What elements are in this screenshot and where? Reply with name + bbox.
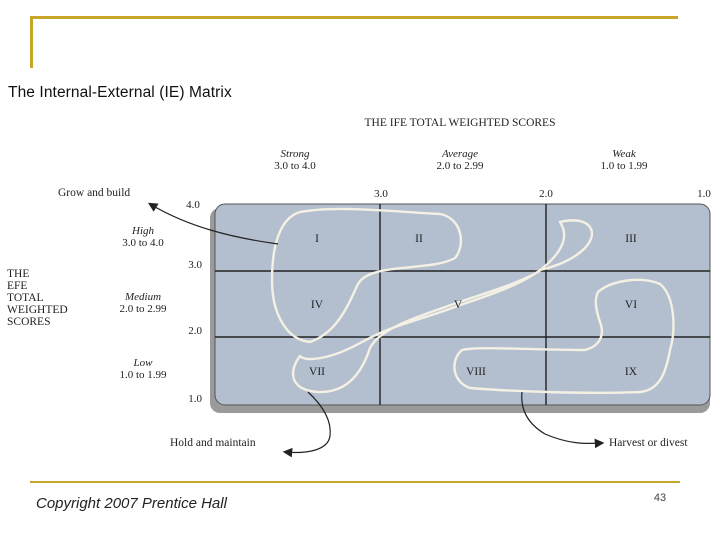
top-scale-1-0: 1.0	[697, 188, 711, 200]
left-scale-2-0: 2.0	[188, 325, 202, 337]
row-header-low	[103, 357, 183, 381]
column-name: Weak	[612, 148, 636, 160]
copyright-text: Copyright 2007 Prentice Hall	[36, 495, 227, 512]
top-scale-4-0: 4.0	[186, 199, 200, 211]
cell-iv-label: IV	[310, 299, 324, 311]
ife-header: THE IFE TOTAL WEIGHTED SCORES	[364, 117, 556, 129]
top-scale-2-0: 2.0	[539, 188, 553, 200]
efe-label-line: TOTAL	[7, 292, 44, 304]
efe-label-line: SCORES	[7, 316, 51, 328]
grow-build-label: Grow and build	[58, 187, 131, 199]
column-range: 2.0 to 2.99	[436, 160, 484, 172]
efe-label-line: EFE	[7, 280, 28, 292]
column-header-strong	[240, 148, 350, 172]
column-range: 1.0 to 1.99	[600, 160, 648, 172]
row-name: High	[132, 225, 154, 237]
cell-viii-label: VIII	[466, 366, 486, 378]
row-name: Low	[133, 357, 153, 369]
row-range: 3.0 to 4.0	[122, 237, 164, 249]
column-header-average	[405, 148, 515, 172]
efe-label-line: THE	[7, 268, 30, 280]
cell-i-label: I	[315, 233, 319, 245]
row-name: Medium	[124, 291, 162, 303]
left-scale-1-0: 1.0	[188, 393, 202, 405]
slide-title: The Internal-External (IE) Matrix	[8, 84, 232, 101]
row-range: 1.0 to 1.99	[119, 369, 167, 381]
cell-vii-label: VII	[309, 366, 325, 378]
cell-v-label: V	[453, 299, 463, 311]
column-range: 3.0 to 4.0	[274, 160, 316, 172]
row-header-medium	[103, 291, 183, 315]
cell-iii-label: III	[625, 233, 637, 245]
harvest-divest-label: Harvest or divest	[609, 437, 688, 449]
column-name: Average	[441, 148, 479, 160]
row-range: 2.0 to 2.99	[119, 303, 167, 315]
efe-label-line: WEIGHTED	[7, 304, 68, 316]
top-scale-3-0: 3.0	[374, 188, 388, 200]
hold-maintain-label: Hold and maintain	[170, 437, 256, 449]
cell-ix-label: IX	[624, 366, 638, 378]
page-number: 43	[653, 492, 667, 504]
left-scale-3-0: 3.0	[188, 259, 202, 271]
row-header-high	[103, 225, 183, 249]
cell-vi-label: VI	[624, 299, 638, 311]
column-header-weak	[569, 148, 679, 172]
efe-label	[7, 268, 68, 328]
column-name: Strong	[280, 148, 310, 160]
cell-ii-label: II	[415, 233, 423, 245]
